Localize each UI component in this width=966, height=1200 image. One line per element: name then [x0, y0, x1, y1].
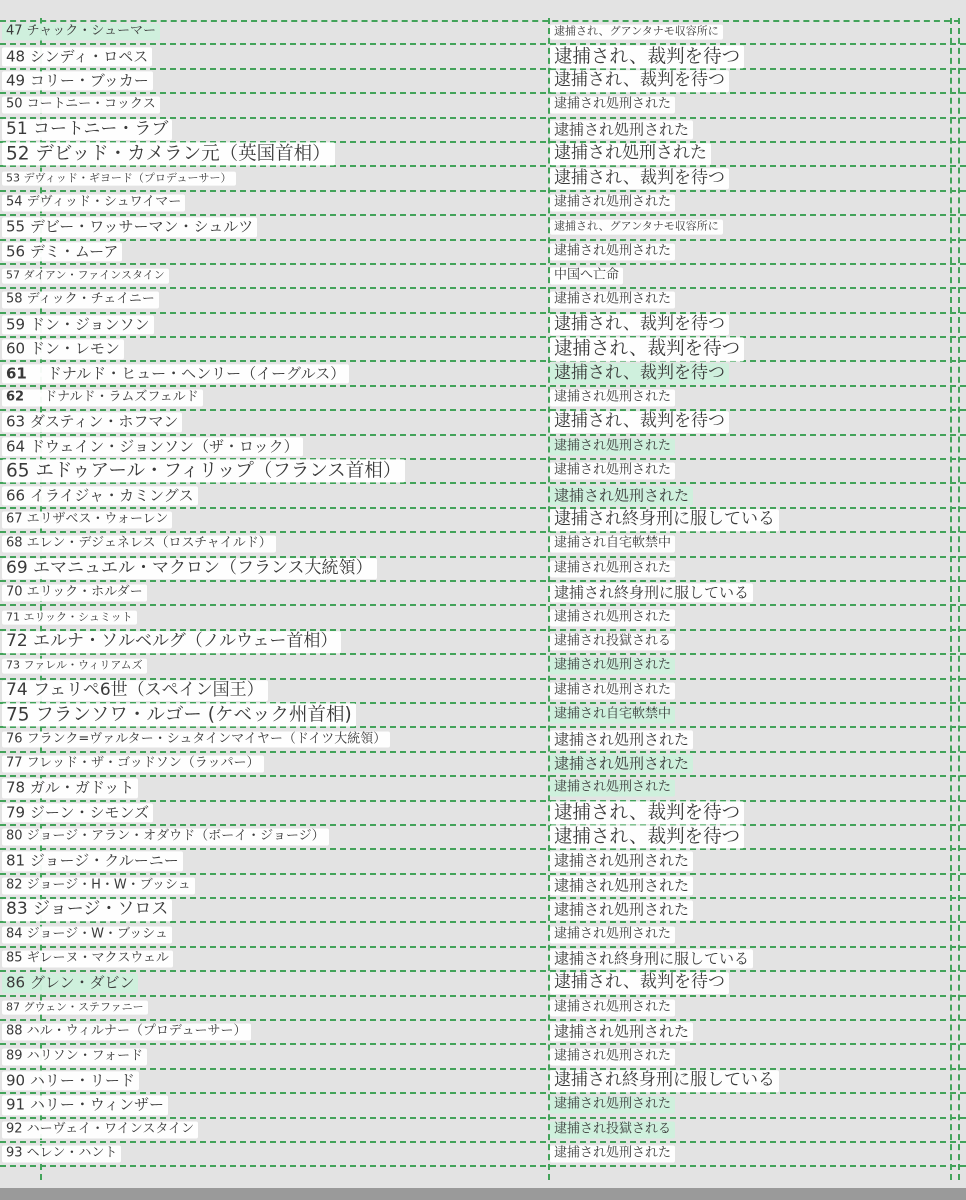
status-cell: 逮捕され終身刑に服している: [550, 1070, 779, 1092]
person-name: 52 デビッド・カメラン元（英国首相）: [2, 143, 335, 166]
status-cell: 逮捕され、裁判を待つ: [550, 338, 744, 361]
person-name: 65 エドゥアール・フィリップ（フランス首相）: [2, 460, 405, 483]
status-cell: 逮捕され処刑された: [550, 438, 675, 455]
person-name: 82 ジョージ・H・W・ブッシュ: [2, 877, 195, 894]
table-row: [0, 558, 966, 582]
status-cell: 逮捕され処刑された: [550, 754, 693, 773]
person-name: 56 デミ・ムーア: [2, 242, 122, 261]
person-name: 47 チャック・シューマー: [2, 24, 160, 41]
status-cell: 逮捕され、裁判を待つ: [550, 168, 729, 190]
table-row: [0, 509, 966, 533]
status-cell: 逮捕され処刑された: [550, 143, 711, 165]
person-name: 89 ハリソン・フォード: [2, 1048, 147, 1065]
table-row: [0, 1070, 966, 1094]
person-name: [2, 390, 203, 407]
table-row: [0, 338, 966, 362]
person-name: [2, 364, 349, 383]
table-row: [0, 1143, 966, 1167]
table-row: [0, 704, 966, 728]
person-name: 51 コートニー・ラブ: [2, 119, 172, 141]
table-row: [0, 899, 966, 923]
table-row: [0, 972, 966, 996]
person-name: 59 ドン・ジョンソン: [2, 315, 154, 334]
person-name: 48 シンディ・ロペス: [2, 47, 152, 66]
status-cell: 逮捕され処刑された: [550, 1097, 675, 1114]
table-row: [0, 387, 966, 411]
person-name: 67 エリザベス・ウォーレン: [2, 512, 172, 529]
table-row: [0, 484, 966, 508]
person-name: 69 エマニュエル・マクロン（フランス大統領）: [2, 558, 377, 580]
table-row: [0, 143, 966, 167]
status-cell: 逮捕され処刑された: [550, 730, 693, 749]
person-name: 55 デビー・ワッサーマン・シュルツ: [2, 218, 257, 237]
table-row: [0, 997, 966, 1021]
table-row: [0, 875, 966, 899]
row-number: 61: [6, 364, 27, 383]
table-row: [0, 533, 966, 557]
status-cell: 逮捕され、裁判を待つ: [550, 801, 744, 824]
table-row: [0, 314, 966, 338]
person-name: 60 ドン・レモン: [2, 340, 124, 359]
status-cell: 逮捕され終身刑に服している: [550, 949, 753, 968]
person-name: 80 ジョージ・アラン・オダウド（ボーイ・ジョージ）: [2, 829, 329, 846]
status-cell: 逮捕され処刑された: [550, 901, 693, 920]
person-name: 77 フレッド・ザ・ゴッドソン（ラッパー）: [2, 755, 264, 772]
status-cell: 逮捕され処刑された: [550, 658, 675, 675]
status-cell: 逮捕され処刑された: [550, 852, 693, 871]
person-name: 70 エリック・ホルダー: [2, 585, 147, 602]
table-row: [0, 289, 966, 313]
status-cell: 逮捕され、裁判を待つ: [550, 363, 729, 385]
table-row: [0, 192, 966, 216]
person-name: 90 ハリー・リード: [2, 1071, 139, 1090]
table-row: [0, 241, 966, 265]
person-name: 72 エルナ・ソルベルグ（ノルウェー首相）: [2, 631, 341, 653]
status-cell: 逮捕され、裁判を待つ: [550, 412, 729, 434]
person-name: 64 ドウェイン・ジョンソン（ザ・ロック）: [2, 437, 303, 456]
person-name: 73 ファレル・ウィリアムズ: [2, 659, 147, 674]
status-cell: 逮捕され処刑された: [550, 999, 675, 1016]
person-name: 85 ギレーヌ・マクスウェル: [2, 951, 173, 968]
table-row: [0, 94, 966, 118]
person-name: 74 フェリペ6世（スペイン国王）: [2, 680, 268, 702]
status-cell: 逮捕され投獄される: [550, 633, 675, 650]
status-cell: 逮捕され、裁判を待つ: [550, 973, 729, 995]
person-name: 75 フランソワ・ルゴー (ケベック州首相): [2, 703, 356, 726]
status-cell: 逮捕され自宅軟禁中: [550, 536, 675, 553]
table-row: [0, 1119, 966, 1143]
status-cell: 逮捕され、裁判を待つ: [550, 45, 744, 68]
status-cell: 逮捕され、グアンタナモ収容所に: [550, 220, 723, 235]
status-cell: 逮捕され処刑された: [550, 1023, 693, 1042]
person-name: 71 エリック・シュミット: [2, 610, 137, 625]
table-row: [0, 631, 966, 655]
status-cell: 逮捕され処刑された: [550, 97, 675, 114]
status-cell: 逮捕され、グアンタナモ収容所に: [550, 25, 723, 40]
status-cell: 逮捕され、裁判を待つ: [550, 70, 729, 92]
status-cell: 逮捕され処刑された: [550, 390, 675, 407]
table-row: [0, 777, 966, 801]
person-name: 84 ジョージ・W・ブッシュ: [2, 926, 172, 943]
table-row: [0, 70, 966, 94]
table-row: [0, 119, 966, 143]
person-name: 57 ダイアン・ファインスタイン: [2, 269, 169, 284]
status-cell: 逮捕され、裁判を待つ: [550, 314, 729, 336]
row-number: 62: [6, 389, 25, 405]
table-row: [0, 728, 966, 752]
person-name: 86 グレン・ダビン: [2, 974, 138, 993]
person-name-text: ドナルド・ヒュー・ヘンリー（イーグルス）: [46, 364, 346, 383]
table-row: [0, 460, 966, 484]
table-row: [0, 21, 966, 45]
person-name: 49 コリー・ブッカー: [2, 71, 153, 90]
table-row: [0, 45, 966, 69]
table-row: [0, 923, 966, 947]
status-cell: 逮捕され処刑された: [550, 682, 675, 699]
status-cell: 逮捕され処刑された: [550, 1146, 675, 1163]
status-cell: 中国へ亡命: [550, 268, 623, 285]
table-row: [0, 606, 966, 630]
status-cell: 逮捕され処刑された: [550, 876, 693, 895]
table-row: [0, 1045, 966, 1069]
table-row: [0, 753, 966, 777]
table-row: [0, 680, 966, 704]
person-name: 53 デヴィッド・ギヨード（プロデューサー）: [2, 171, 236, 186]
status-cell: 逮捕され自宅軟禁中: [550, 707, 675, 724]
status-cell: 逮捕され処刑された: [550, 560, 675, 577]
person-name: 92 ハーヴェイ・ワインスタイン: [2, 1121, 198, 1138]
person-name: 83 ジョージ・ソロス: [2, 899, 172, 921]
status-cell: 逮捕され処刑された: [550, 292, 675, 309]
person-name: 81 ジョージ・クルーニー: [2, 852, 183, 871]
person-name: 79 ジーン・シモンズ: [2, 803, 153, 822]
status-cell: 逮捕され処刑された: [550, 780, 675, 797]
status-cell: 逮捕され投獄される: [550, 1121, 675, 1138]
person-name-text: ドナルド・ラムズフェルド: [44, 389, 199, 405]
table-row: [0, 655, 966, 679]
person-name: 58 ディック・チェイニー: [2, 292, 159, 309]
table-row: [0, 826, 966, 850]
person-name: 54 デヴィッド・シュワイマー: [2, 194, 185, 211]
table-row: [0, 362, 966, 386]
person-name: 78 ガル・ガドット: [2, 779, 138, 798]
table-row: [0, 802, 966, 826]
table-row: [0, 1021, 966, 1045]
status-cell: 逮捕され処刑された: [550, 609, 675, 626]
status-cell: 逮捕され、裁判を待つ: [550, 825, 744, 848]
table-row: [0, 411, 966, 435]
person-name: 93 ヘレン・ハント: [2, 1146, 121, 1163]
person-name: 87 グウェン・ステファニー: [2, 1000, 148, 1015]
status-cell: 逮捕され処刑された: [550, 194, 675, 211]
table-row: [0, 1094, 966, 1118]
status-cell: 逮捕され終身刑に服している: [550, 584, 753, 603]
status-cell: 逮捕され処刑された: [550, 486, 693, 505]
table-row: [0, 265, 966, 289]
person-name: 63 ダスティン・ホフマン: [2, 413, 182, 432]
person-name: 50 コートニー・コックス: [2, 97, 160, 114]
person-name: 91 ハリー・ウィンザー: [2, 1096, 168, 1115]
person-name: 68 エレン・デジェネレス（ロスチャイルド）: [2, 536, 276, 553]
person-name: 66 イライジャ・カミングス: [2, 486, 198, 505]
table-row: [0, 167, 966, 191]
bottom-edge: [0, 1188, 966, 1200]
status-cell: 逮捕され処刑された: [550, 243, 675, 260]
status-cell: 逮捕され処刑された: [550, 463, 675, 480]
status-cell: 逮捕され処刑された: [550, 926, 675, 943]
person-name: 88 ハル・ウィルナー（プロデューサー）: [2, 1024, 251, 1041]
status-cell: 逮捕され終身刑に服している: [550, 509, 779, 531]
table-body: [0, 21, 966, 1167]
table-row: [0, 436, 966, 460]
table-row: [0, 582, 966, 606]
table-row: [0, 850, 966, 874]
status-cell: 逮捕され処刑された: [550, 120, 693, 139]
status-cell: 逮捕され処刑された: [550, 1048, 675, 1065]
person-name: 76 フランク=ヴァルター・シュタインマイヤー（ドイツ大統領）: [2, 731, 390, 748]
table-row: [0, 948, 966, 972]
table-row: [0, 216, 966, 240]
